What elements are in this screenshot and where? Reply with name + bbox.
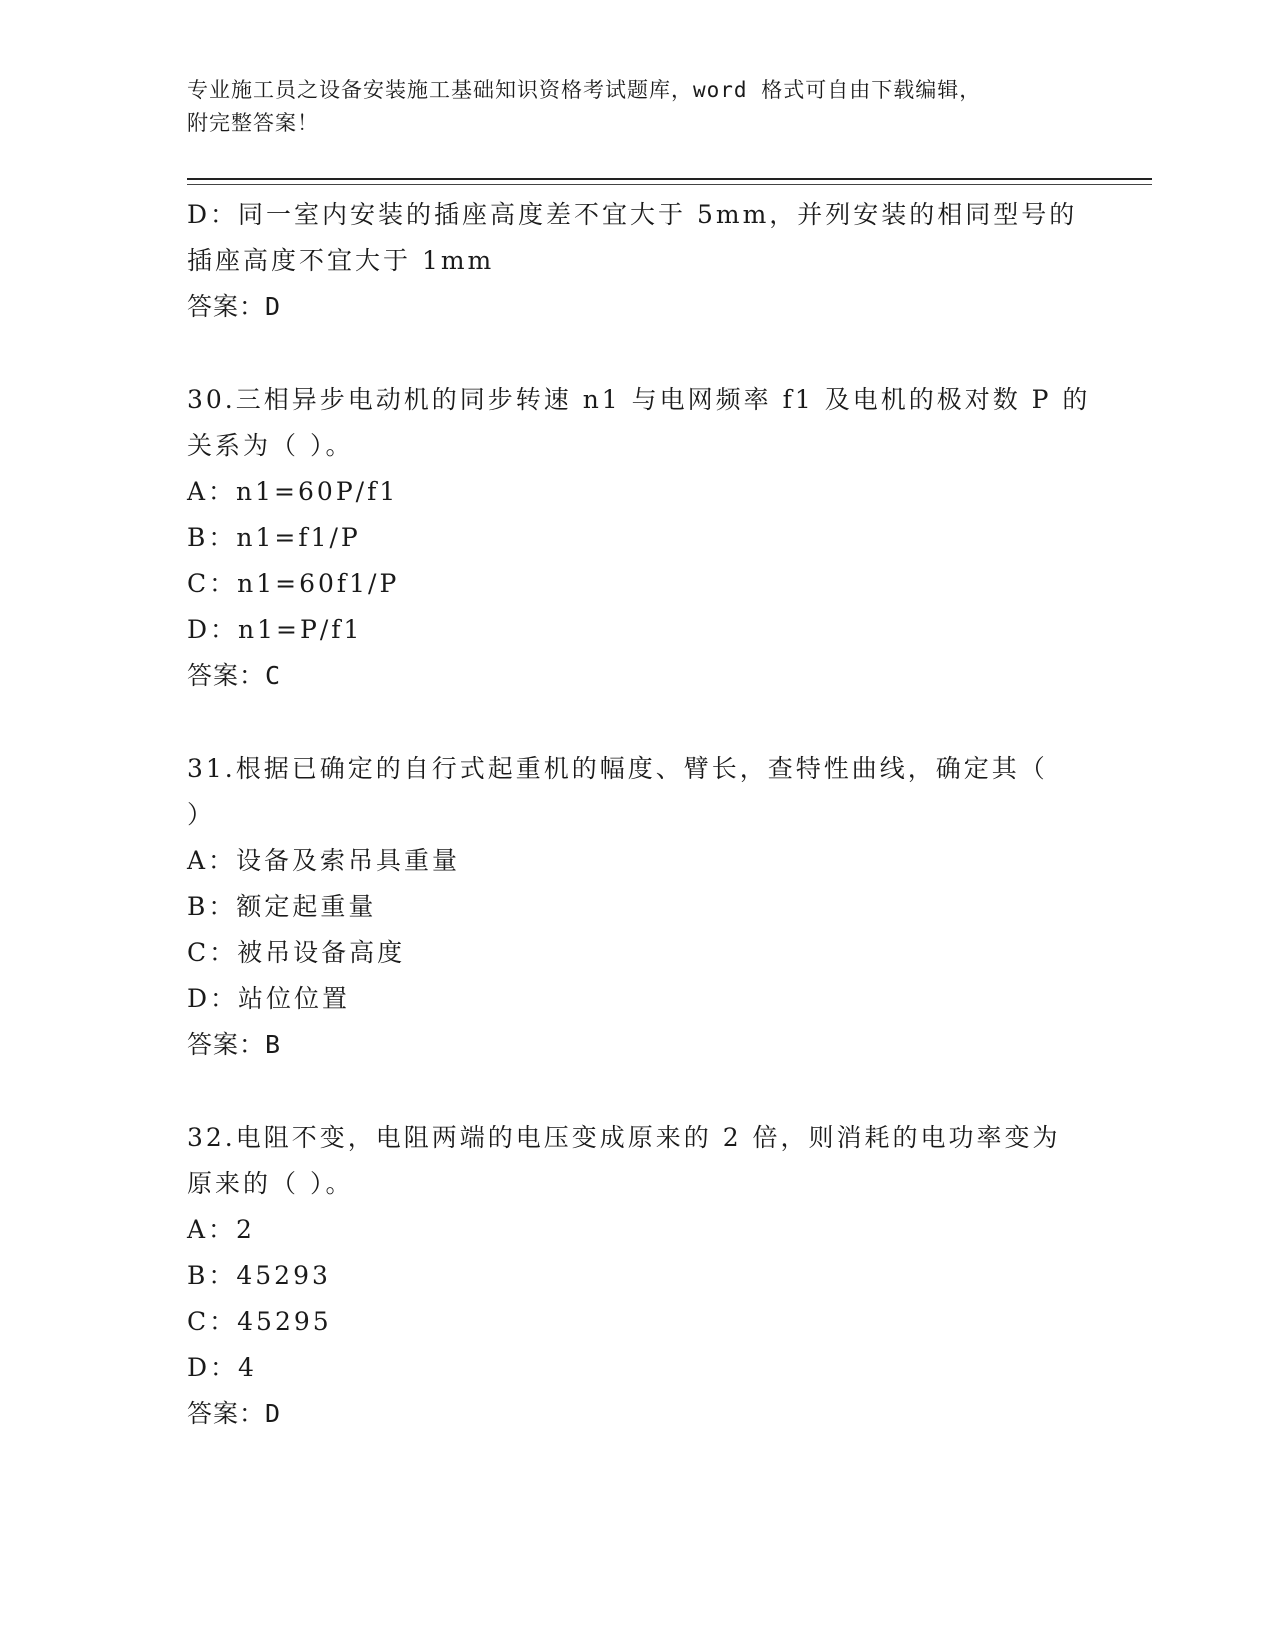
option-b: B：n1=f1/P [187,523,361,552]
option-c: C：被吊设备高度 [187,938,406,967]
question-spacer [187,699,1087,746]
document-header [187,74,1087,140]
question-32 [187,1115,1087,1437]
question-30 [187,377,1091,699]
question-content [187,192,1091,1437]
header-title-line-2: 附完整答案！ [187,111,319,135]
option-a: A：设备及索吊具重量 [187,846,461,875]
answer-text: 答案：B [187,1030,282,1059]
option-d: D：4 [187,1353,257,1382]
option-b: B：额定起重量 [187,892,377,921]
question-stem-line-1: 30.三相异步电动机的同步转速 n1 与电网频率 f1 及电机的极对数 P 的 [187,385,1091,414]
option-c: C：n1=60f1/P [187,569,400,598]
answer-text: 答案：D [187,292,282,321]
question-spacer [187,1068,1087,1115]
option-d-line-2: 插座高度不宜大于 1mm [187,246,495,275]
question-stem-line-2: 原来的（ ）。 [187,1169,354,1198]
question-spacer [187,330,1087,377]
question-stem-line-2: 关系为（ ）。 [187,431,354,460]
option-b: B：45293 [187,1261,331,1290]
header-divider-thick [187,178,1152,180]
question-stem-line-1: 31.根据已确定的自行式起重机的幅度、臂长，查特性曲线，确定其（ [187,754,1048,783]
answer-text: 答案：C [187,661,282,690]
option-c: C：45295 [187,1307,332,1336]
option-a: A：n1=60P/f1 [187,477,399,506]
answer-text: 答案：D [187,1399,282,1428]
header-divider-thin [187,184,1152,185]
question-stem-line-1: 32.电阻不变，电阻两端的电压变成原来的 2 倍，则消耗的电功率变为 [187,1123,1061,1152]
option-d-line-1: D：同一室内安装的插座高度差不宜大于 5mm，并列安装的相同型号的 [187,200,1078,229]
question-29-tail [187,192,1087,330]
option-d: D：n1=P/f1 [187,615,363,644]
option-a: A：2 [187,1215,255,1244]
question-stem-line-2: ） [187,800,216,829]
option-d: D：站位位置 [187,984,351,1013]
header-title-line-1: 专业施工员之设备安装施工基础知识资格考试题库，word 格式可自由下载编辑， [187,78,982,102]
question-31 [187,746,1087,1068]
